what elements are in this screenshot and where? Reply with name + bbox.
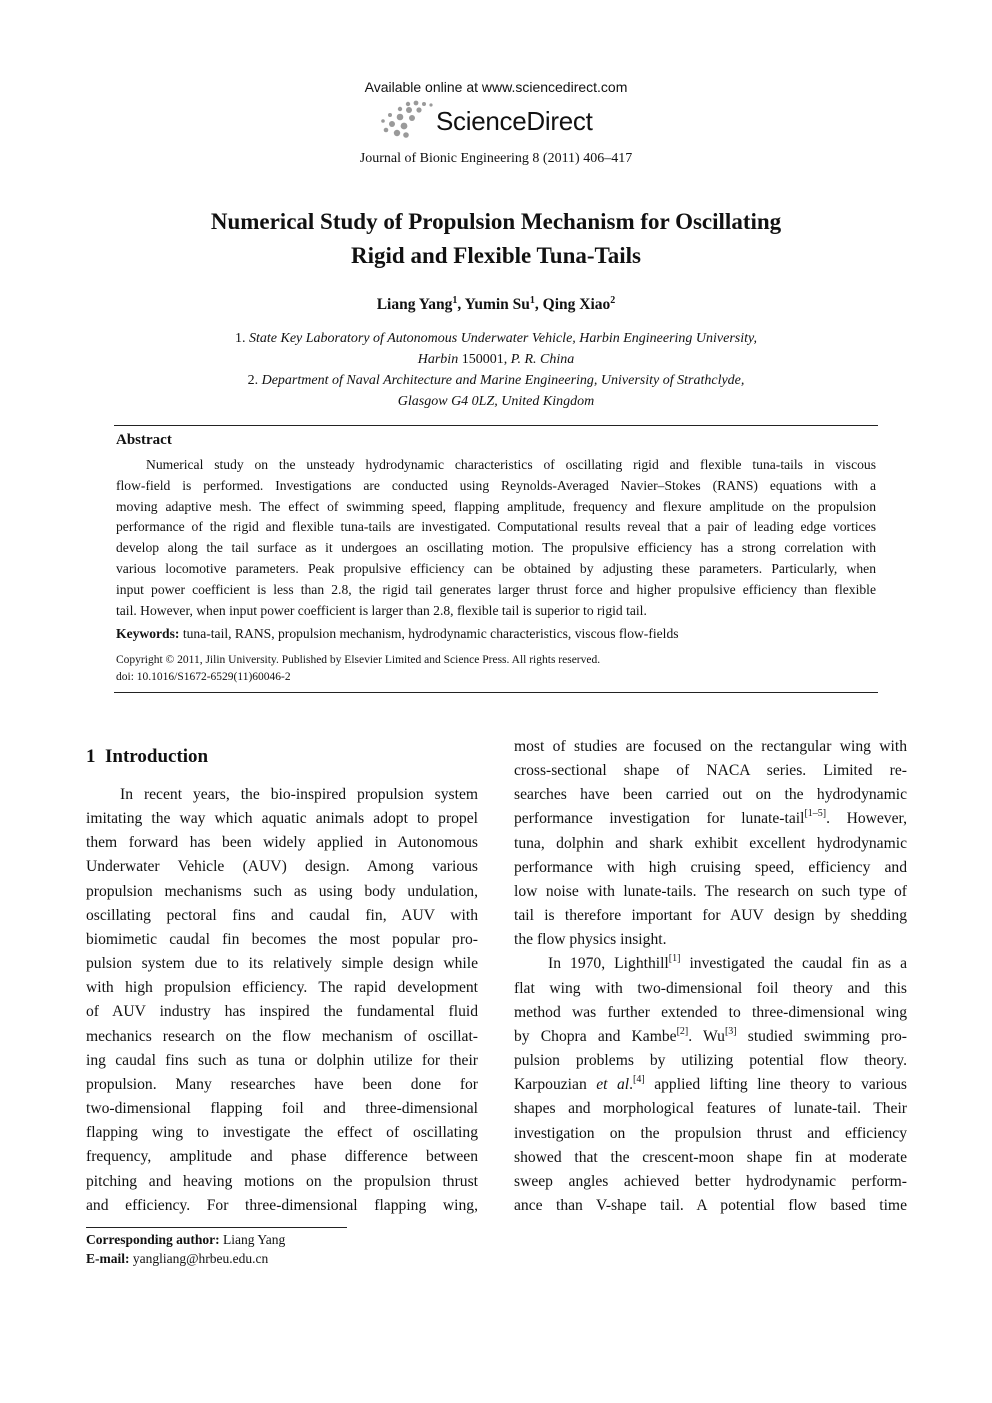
paper-title xyxy=(0,205,992,273)
abstract-line: moving adaptive mesh. The effect of swimming speed, flapping amplitude, frequency and flexure amplitude on the propulsion xyxy=(116,498,876,514)
footnote xyxy=(86,1230,285,1268)
email-link[interactable]: yangliang@hrbeu.edu.cn xyxy=(132,1251,269,1266)
author-email: E-mail: yangliang@hrbeu.edu.cn xyxy=(86,1251,269,1266)
body-line: performance investigation for lunate-tail[1–5]. However, xyxy=(514,808,907,828)
body-line: tuna, dolphin and shark exhibit excellent hydrodynamic xyxy=(514,834,907,852)
body-line: them forward has been widely applied in Autonomous xyxy=(86,834,478,852)
citation-ref[interactable]: [1–5] xyxy=(804,808,827,820)
affiliation-1: 1. State Key Laboratory of Autonomous Underwater Vehicle, Harbin Engineering University, xyxy=(235,331,757,346)
section-title: Introduction xyxy=(105,746,209,767)
body-line: of AUV industry has inspired the fundamental fluid xyxy=(86,1003,478,1021)
abstract-line: various locomotive parameters. Peak propulsive efficiency can be obtained by adjusting these parameters. Particularly, when xyxy=(116,560,876,576)
affiliation-2: 2. Department of Naval Architecture and Marine Engineering, University of Strathclyde, xyxy=(247,373,745,388)
body-line: Karpouzian et al.[4] applied lifting line theory to various xyxy=(514,1074,907,1094)
abstract-line: develop along the tail surface as it undergoes an oscillating motion. The propulsive efficiency has a strong correlation with xyxy=(116,540,876,556)
body-line: performance with high cruising speed, efficiency and xyxy=(514,858,907,876)
citation-ref[interactable]: [3] xyxy=(724,1025,737,1037)
copyright-block xyxy=(116,652,600,686)
body-line: low noise with lunate-tails. The research on such type of xyxy=(514,882,907,900)
body-line: mechanics research on the flow mechanism of oscillat- xyxy=(86,1027,478,1045)
body-line: cross-sectional shape of NACA series. Limited re- xyxy=(514,762,907,780)
body-line: pulsion system due to its relatively simple design while xyxy=(86,955,478,973)
section-heading xyxy=(86,746,208,768)
citation-ref[interactable]: [4] xyxy=(633,1074,645,1086)
left-column-text xyxy=(86,783,478,1218)
affiliations xyxy=(0,328,992,412)
available-online-banner: Available online at www.sciencedirect.com xyxy=(364,79,628,95)
body-line: searches have been carried out on the hydrodynamic xyxy=(514,786,907,804)
body-line: Underwater Vehicle (AUV) design. Among various xyxy=(86,858,478,876)
body-line: with high propulsion efficiency. The rapid development xyxy=(86,979,478,997)
abstract-line: flow-field is performed. Investigations are conducted using Reynolds-Averaged Navier–Stokes (RANS) equations with a xyxy=(116,477,876,493)
keywords-label: Keywords: xyxy=(116,626,180,641)
author-name: Liang Yang xyxy=(376,296,453,314)
body-line: ing caudal fins such as tuna or dolphin utilize for their xyxy=(86,1051,478,1069)
body-line: ance than V-shape tail. A potential flow based time xyxy=(514,1196,907,1214)
abstract-line: tail. However, when input power coefficient is larger than 2.8, flexible tail is superior to rigid tail. xyxy=(116,602,647,618)
abstract-body xyxy=(116,455,876,621)
title-line-2: Rigid and Flexible Tuna-Tails xyxy=(351,243,641,268)
doi: doi: 10.1016/S1672-6529(11)60046-2 xyxy=(116,671,291,683)
abstract-heading: Abstract xyxy=(116,432,172,448)
body-line: investigation on the propulsion thrust and efficiency xyxy=(514,1124,907,1142)
right-column-text xyxy=(514,735,907,1218)
body-line: imitating the way which aquatic animals adopt to propel xyxy=(86,810,478,828)
author-affiliation-mark: 1 xyxy=(529,295,535,306)
corresponding-author: Corresponding author: Liang Yang xyxy=(86,1232,286,1247)
body-line: and efficiency. For three-dimensional flapping wing, xyxy=(86,1196,478,1214)
abstract-line: performance of the rigid and flexible tuna-tails are investigated. Computational results reveal that a pair of leading edge vortices xyxy=(116,519,876,535)
sciencedirect-logo xyxy=(378,100,618,140)
body-line: oscillating pectoral fins and caudal fin, AUV with xyxy=(86,906,478,924)
sciencedirect-dots-icon xyxy=(378,100,434,140)
abstract-bottom-rule xyxy=(114,692,878,693)
affiliation-1-location: Harbin 150001, P. R. China xyxy=(417,352,575,367)
author-name: Yumin Su xyxy=(464,296,530,314)
body-line: sweep angles achieved better hydrodynamic perform- xyxy=(514,1172,907,1190)
body-line: by Chopra and Kambe[2]. Wu[3] studied swimming pro- xyxy=(514,1025,908,1045)
journal-citation: Journal of Bionic Engineering 8 (2011) 406–417 xyxy=(359,151,633,166)
body-line: flat wing with two-dimensional foil theory and this xyxy=(514,979,907,997)
body-line: the flow physics insight. xyxy=(514,931,667,949)
body-line: method was further extended to three-dimensional wing xyxy=(514,1003,907,1021)
author-name: Qing Xiao xyxy=(542,296,611,314)
affiliation-2-location: Glasgow G4 0LZ, United Kingdom xyxy=(397,394,595,409)
body-line: two-dimensional flapping foil and three-dimensional xyxy=(86,1100,478,1118)
author-affiliation-mark: 2 xyxy=(610,295,616,306)
body-line: biomimetic caudal fin becomes the most popular pro- xyxy=(86,930,478,948)
copyright-notice: Copyright © 2011, Jilin University. Published by Elsevier Limited and Science Press. All rights reserved. xyxy=(116,654,601,666)
body-line: frequency, amplitude and phase difference between xyxy=(86,1148,478,1166)
abstract-top-rule xyxy=(114,425,878,426)
body-line: flapping wing to investigate the effect of oscillating xyxy=(86,1124,478,1142)
sciencedirect-wordmark: ScienceDirect xyxy=(436,106,593,136)
body-line: shapes and morphological features of lunate-tail. Their xyxy=(514,1100,907,1118)
abstract-line: Numerical study on the unsteady hydrodynamic characteristics of oscillating rigid and flexible tuna-tails in viscous xyxy=(146,457,876,472)
body-line: propulsion mechanisms such as using body undulation, xyxy=(86,882,478,900)
body-line: showed that the crescent-moon shape fin at moderate xyxy=(514,1148,907,1166)
footnote-rule xyxy=(86,1227,347,1228)
body-line: In 1970, Lighthill[1] investigated the caudal fin as a xyxy=(548,953,908,973)
author-affiliation-mark: 1 xyxy=(452,295,458,306)
body-line: most of studies are focused on the rectangular wing with xyxy=(514,738,907,755)
keywords xyxy=(116,626,679,642)
abstract-line: input power coefficient is less than 2.8, the rigid tail generates larger thrust force and higher propulsive efficiency than flexible xyxy=(116,581,876,597)
title-line-1: Numerical Study of Propulsion Mechanism for Oscillating xyxy=(210,209,782,234)
author-list: Liang Yang$^1$, Yumin Su$^1$, Qing Xiao$^2$ xyxy=(376,295,616,314)
section-number: 1 xyxy=(86,746,96,767)
keywords-text: tuna-tail, RANS, propulsion mechanism, hydrodynamic characteristics, viscous flow-fields xyxy=(182,626,679,641)
body-line: tail is therefore important for AUV design by shedding xyxy=(514,907,907,925)
body-line: In recent years, the bio-inspired propulsion system xyxy=(120,786,478,803)
body-line: pitching and heaving motions on the propulsion thrust xyxy=(86,1172,478,1190)
body-line: propulsion. Many researches have been done for xyxy=(86,1075,478,1093)
citation-ref[interactable]: [2] xyxy=(676,1025,689,1037)
body-line: pulsion problems by utilizing potential flow theory. xyxy=(514,1052,907,1070)
citation-ref[interactable]: [1] xyxy=(668,953,681,965)
